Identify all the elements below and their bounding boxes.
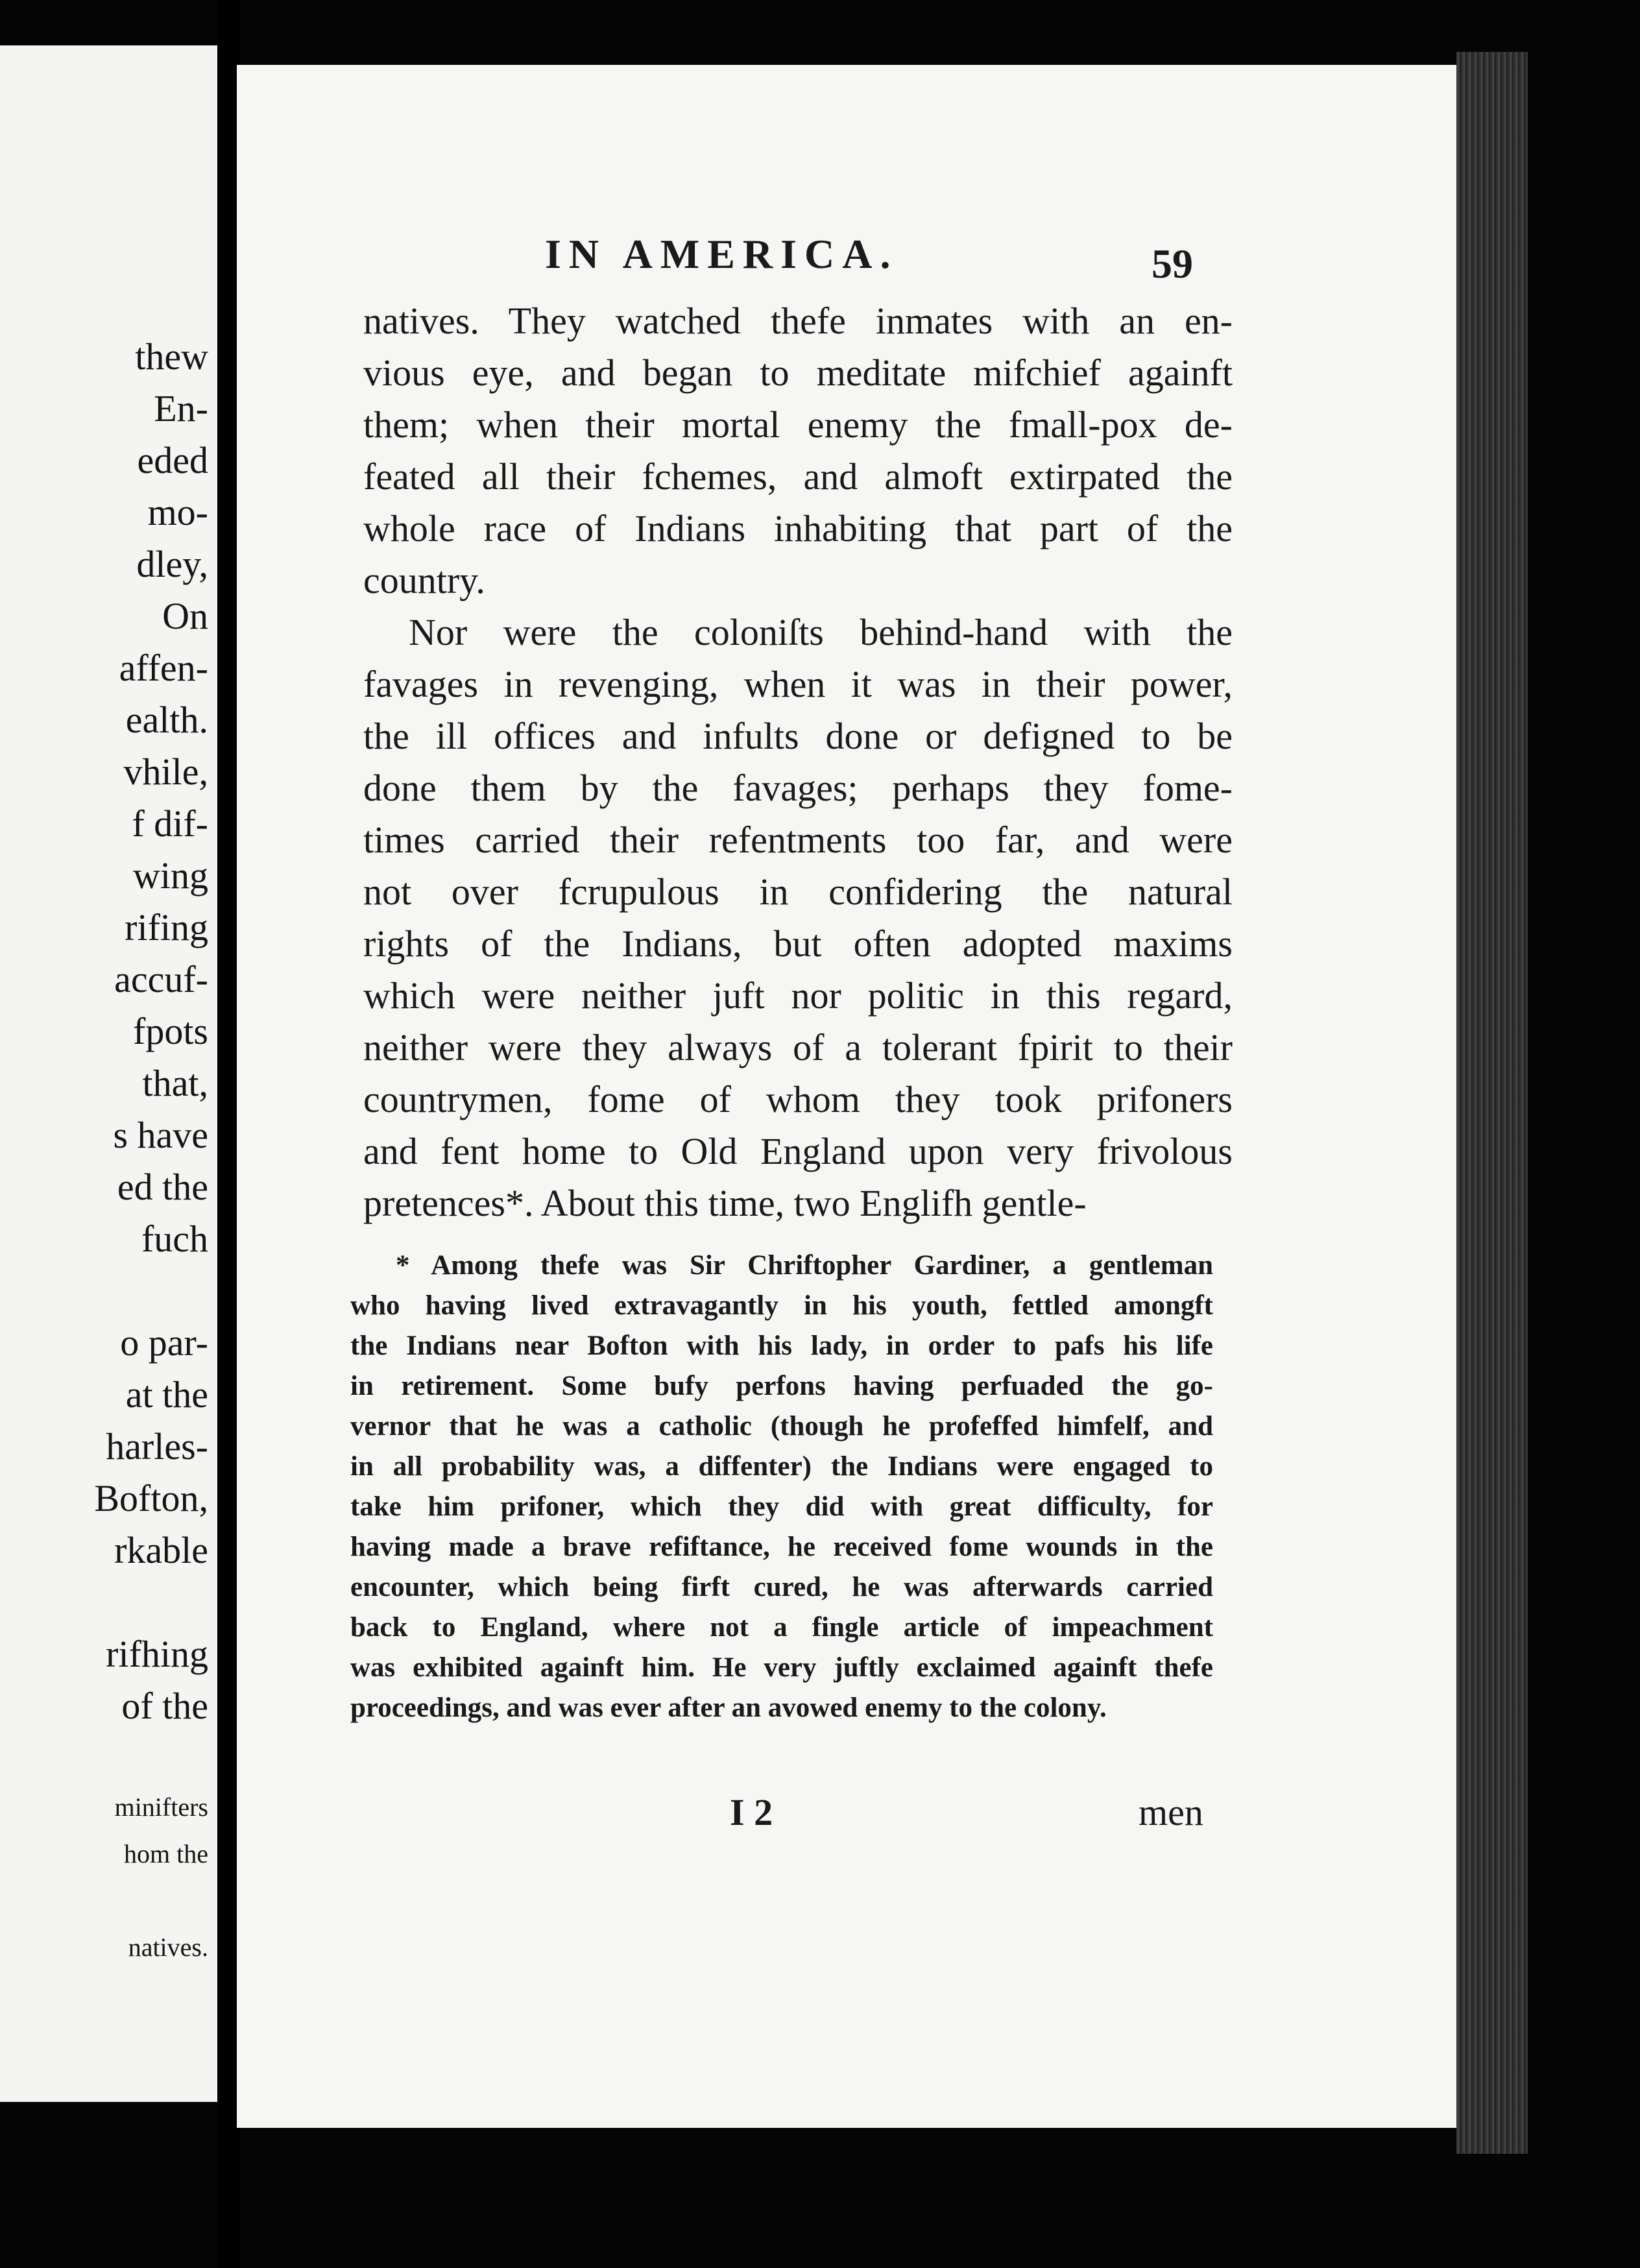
text-line: times carried their refentments too far, and were — [363, 819, 1233, 861]
text-line: whole race of Indians inhabiting that part of the — [363, 507, 1233, 549]
facing-page-left — [0, 45, 217, 2102]
facing-page-line — [1, 1732, 208, 1784]
facing-page-line: f dif- — [132, 802, 208, 845]
text-line: pretences*. About this time, two Englifh gentle- — [363, 1182, 1087, 1224]
facing-page-line — [1, 1265, 208, 1317]
facing-page-line: Bofton, — [94, 1477, 208, 1519]
paragraph-1 — [363, 295, 1233, 607]
facing-page-text — [1, 331, 208, 1971]
footnote-line: proceedings, and was ever after an avowed enemy to the colony. — [350, 1693, 1107, 1723]
facing-page-line: vhile, — [123, 751, 208, 793]
facing-page-line: hom the — [124, 1839, 208, 1868]
facing-page-line: at the — [125, 1373, 208, 1416]
facing-page-line: En- — [154, 387, 208, 429]
text-line: done them by the favages; perhaps they fome- — [363, 767, 1233, 809]
facing-page-line: accuf- — [114, 958, 208, 1000]
text-line: the ill offices and infults done or defigned to be — [363, 715, 1233, 757]
text-line: countrymen, fome of whom they took prifoners — [363, 1078, 1233, 1120]
facing-page-line: fpots — [133, 1010, 208, 1052]
facing-page-line: dley, — [136, 543, 208, 585]
text-line: and fent home to Old England upon very frivolous — [363, 1130, 1233, 1172]
footnote-line: encounter, which being firft cured, he was afterwards carried — [350, 1572, 1213, 1602]
body-text — [363, 295, 1233, 1229]
facing-page-line — [1, 1877, 208, 1924]
facing-page-line: ed the — [117, 1166, 208, 1208]
facing-page-line: harles- — [106, 1425, 208, 1467]
text-line: them; when their mortal enemy the fmall-pox de- — [363, 404, 1233, 446]
text-line: Nor were the coloniſts behind-hand with the — [409, 611, 1233, 653]
page-edges — [1456, 52, 1528, 2154]
facing-page-line: mo- — [147, 491, 208, 533]
facing-page-line: thew — [135, 335, 208, 378]
facing-page-line: fuch — [141, 1218, 208, 1260]
footnote-line: * Among thefe was Sir Chriftopher Gardiner, a gentleman — [396, 1250, 1213, 1281]
footnote-line: was exhibited againft him. He very juftly exclaimed againft thefe — [350, 1652, 1213, 1683]
text-line: feated all their fchemes, and almoft extirpated the — [363, 455, 1233, 498]
footnote-line: vernor that he was a catholic (though he profeffed himfelf, and — [350, 1411, 1213, 1442]
footnote-line: take him prifoner, which they did with great difficulty, for — [350, 1491, 1213, 1522]
footnote — [350, 1246, 1213, 1728]
facing-page-line: minifters — [114, 1792, 208, 1822]
text-line: neither were they always of a tolerant fpirit to their — [363, 1026, 1233, 1068]
catchword: men — [1139, 1791, 1203, 1833]
facing-page-line: s have — [113, 1114, 208, 1156]
text-line: not over fcrupulous in confidering the natural — [363, 871, 1233, 913]
facing-page-line: natives. — [128, 1933, 208, 1962]
text-line: favages in revenging, when it was in their power, — [363, 663, 1233, 705]
facing-page-line: that, — [142, 1062, 208, 1104]
text-line: rights of the Indians, but often adopted maxims — [363, 923, 1233, 965]
facing-page-line: rifhing — [106, 1633, 208, 1675]
footnote-line: in all probability was, a diffenter) the Indians were engaged to — [350, 1451, 1213, 1482]
text-line: vious eye, and began to meditate mifchief againft — [363, 352, 1233, 394]
running-head: IN AMERICA. — [545, 231, 898, 277]
paragraph-2 — [363, 607, 1233, 1229]
facing-page-line: On — [162, 595, 208, 637]
facing-page-line: rifing — [125, 906, 208, 948]
text-line: which were neither juft nor politic in this regard, — [363, 974, 1233, 1017]
facing-page-line: ealth. — [125, 699, 208, 741]
footnote-line: the Indians near Bofton with his lady, in order to pafs his life — [350, 1331, 1213, 1361]
page-number: 59 — [1152, 241, 1193, 287]
footnote-line: who having lived extravagantly in his youth, fettled amongft — [350, 1290, 1213, 1321]
facing-page-line: eded — [137, 439, 208, 481]
facing-page-line: rkable — [114, 1529, 208, 1571]
facing-page-line: of the — [121, 1685, 208, 1727]
text-line: country. — [363, 559, 485, 601]
facing-page-line: affen- — [119, 647, 208, 689]
footnote-line: having made a brave refiftance, he received fome wounds in the — [350, 1532, 1213, 1562]
facing-page-line: o par- — [120, 1321, 208, 1364]
footnote-line: back to England, where not a fingle article of impeachment — [350, 1612, 1213, 1643]
facing-page-line: wing — [133, 854, 208, 897]
signature-mark: I 2 — [730, 1791, 773, 1833]
facing-page-line — [1, 1576, 208, 1628]
text-line: natives. They watched thefe inmates with an en- — [363, 300, 1233, 342]
footnote-line: in retirement. Some bufy perfons having perfuaded the go- — [350, 1371, 1213, 1401]
